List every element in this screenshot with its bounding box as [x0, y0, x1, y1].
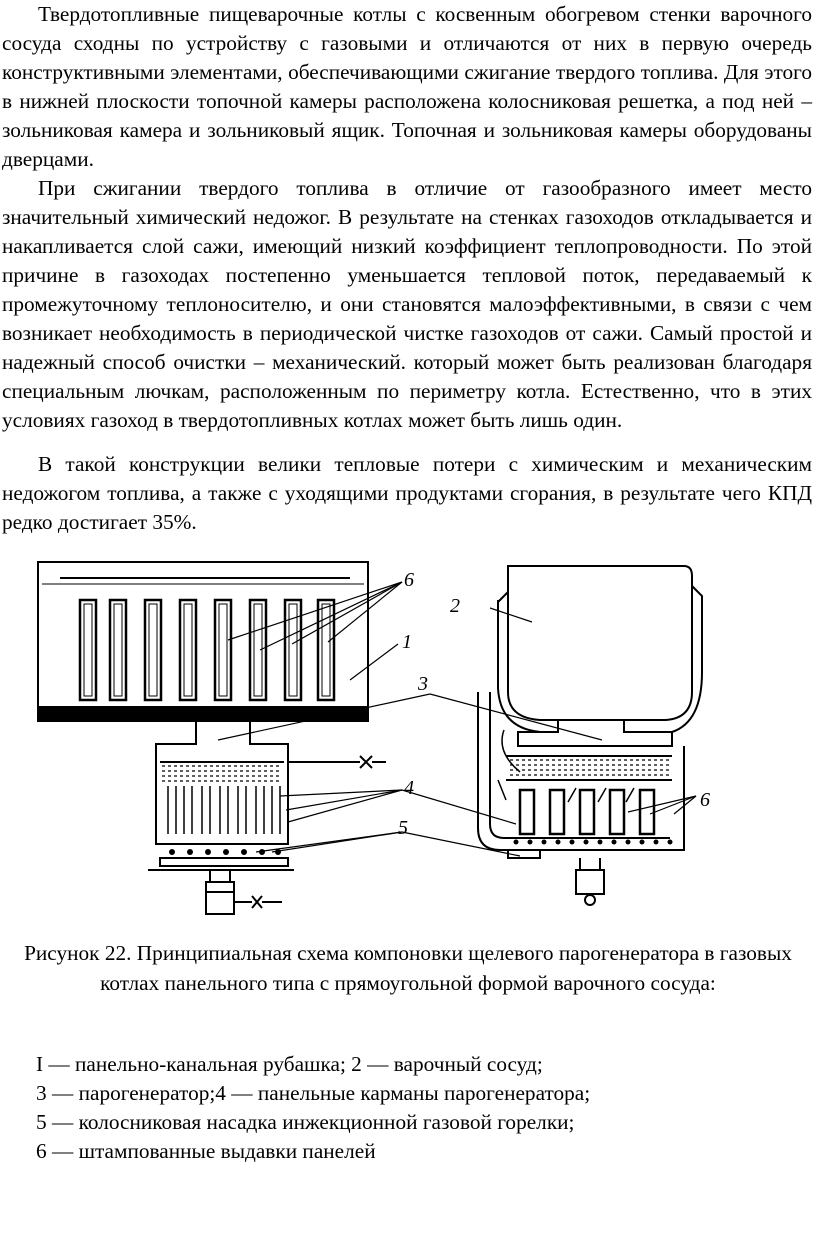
- paragraph-3: В такой конструкции велики тепловые потери с химическим и механическим недожогом топлива, а также с уходящими продуктами сгорания, в результате чего КПД редко достигает 35%.: [2, 452, 812, 534]
- legend-item: 5 — колосниковая насадка инжекционной газовой горелки;: [36, 1110, 575, 1134]
- legend-item: I — панельно-канальная рубашка; 2 — варочный сосуд;: [36, 1052, 543, 1076]
- label-4: 4: [404, 777, 414, 799]
- label-6-left: 6: [404, 569, 414, 591]
- paragraph-2: При сжигании твердого топлива в отличие от газообразного имеет место значительный химический недожог. В результате на стенках газоходов откладывается и накапливается слой сажи, имеющий низкий коэффициент теплопроводности. По этой причине в газоходах постепенно уменьшается тепловой поток, передаваемый к промежуточному теплоносителю, и они становятся малоэффективными, в связи с чем возникает необходимость в периодической чистке газоходов от сажи. Самый простой и надежный способ очистки – механический. который может быть реализован благодаря специальным лючкам, расположенным по периметру котла. Естественно, что в этих условиях газоход в твердотопливных котлах может быть лишь один.: [2, 176, 812, 432]
- legend-item: 3 — парогенератор;4 — панельные карманы парогенератора;: [36, 1081, 591, 1105]
- legend-item: 6 — штампованные выдавки панелей: [36, 1139, 376, 1163]
- burner-left: [148, 849, 294, 914]
- label-1: 1: [402, 631, 412, 653]
- figure-legend: [36, 1050, 796, 1166]
- steam-generator-pockets: [168, 786, 280, 834]
- figure-22-diagram: [20, 552, 796, 924]
- label-6-right: 6: [700, 789, 710, 811]
- label-3: 3: [418, 673, 428, 695]
- paragraph-1: Твердотопливные пищеварочные котлы с косвенным обогревом стенки варочного сосуда сходны по устройству с газовыми и отличаются от них в первую очередь конструктивными элементами, обеспечивающими сжигание твердого топлива. Для этого в нижней плоскости топочной камеры расположена колосниковая решетка, а под ней – зольниковая камера и зольниковый ящик. Топочная и зольниковая камеры оборудованы дверцами.: [2, 2, 812, 171]
- figure-caption: Рисунок 22. Принципиальная схема компоновки щелевого парогенератора в газовых котлах панельного типа с прямоугольной формой варочного сосуда:: [24, 941, 792, 995]
- panel-channels-left: [80, 600, 334, 700]
- panel-channels-right: [520, 790, 654, 834]
- label-5: 5: [398, 817, 408, 839]
- label-2: 2: [450, 595, 460, 617]
